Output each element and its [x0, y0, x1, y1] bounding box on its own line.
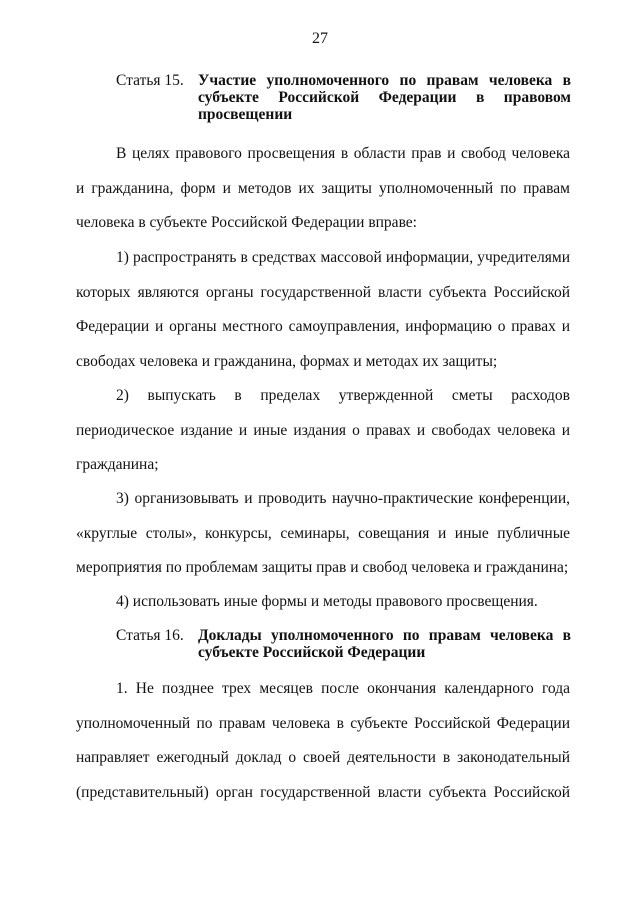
article-16-title: [198, 627, 571, 661]
text-line: Федерации и органы местного самоуправления, информацию о правах и: [76, 318, 570, 335]
text-line: свободах человека и гражданина, формах и методах их защиты;: [76, 352, 498, 370]
paragraph-intro: [76, 137, 570, 241]
article-16-title-line: Доклады уполномоченного по правам человека в: [198, 627, 571, 644]
article-16-title-line: субъекте Российской Федерации: [198, 644, 426, 661]
article-15-heading: [116, 72, 571, 123]
text-line: и гражданина, форм и методов их защиты уполномоченный по правам: [76, 179, 570, 197]
text-line: которых являются органы государственной власти субъекта Российской: [76, 283, 570, 301]
text-line: периодическое издание и иные издания о правах и свободах человека и: [76, 421, 570, 439]
article-15-number: Статья 15.: [116, 72, 184, 89]
text-line: мероприятия по проблемам защиты прав и свобод человека и гражданина;: [76, 559, 569, 576]
paragraph-item-1: [76, 241, 570, 379]
text-line: 1. Не позднее трех месяцев после окончания календарного года: [116, 680, 570, 697]
article-15-title-line: Участие уполномоченного по правам человека в: [198, 72, 571, 89]
paragraph-16-1: [76, 672, 570, 810]
text-line: человека в субъекте Российской Федерации вправе:: [76, 214, 417, 231]
text-line: 2) выпускать в пределах утвержденной сметы расходов: [116, 387, 570, 404]
text-line: 3) организовывать и проводить научно-практические конференции,: [116, 490, 570, 507]
text-line: (представительный) орган государственной власти субъекта Российской: [76, 783, 570, 801]
text-line: уполномоченный по правам человека в субъекте Российской Федерации: [76, 714, 570, 732]
text-line: 1) распространять в средствах массовой информации, учредителями: [116, 249, 570, 266]
text-line: 4) использовать иные формы и методы правового просвещения.: [116, 593, 538, 610]
text-line: «круглые столы», конкурсы, семинары, совещания и иные публичные: [76, 524, 570, 542]
page-number: 27: [312, 30, 328, 47]
paragraph-item-2: [76, 379, 570, 483]
text-line: направляет ежегодный доклад о своей деятельности в законодательный: [76, 749, 570, 766]
article-15-title: [198, 72, 571, 123]
article-15-title-line: просвещении: [198, 106, 293, 123]
paragraph-item-3: [76, 482, 570, 586]
text-line: В целях правового просвещения в области прав и свобод человека: [116, 145, 570, 162]
paragraph-item-4: [76, 585, 570, 620]
text-line: гражданина;: [76, 456, 159, 473]
article-16-number: Статья 16.: [116, 627, 184, 644]
article-16-heading: [116, 627, 571, 661]
article-15-title-line: субъекте Российской Федерации в правовом: [198, 89, 571, 106]
